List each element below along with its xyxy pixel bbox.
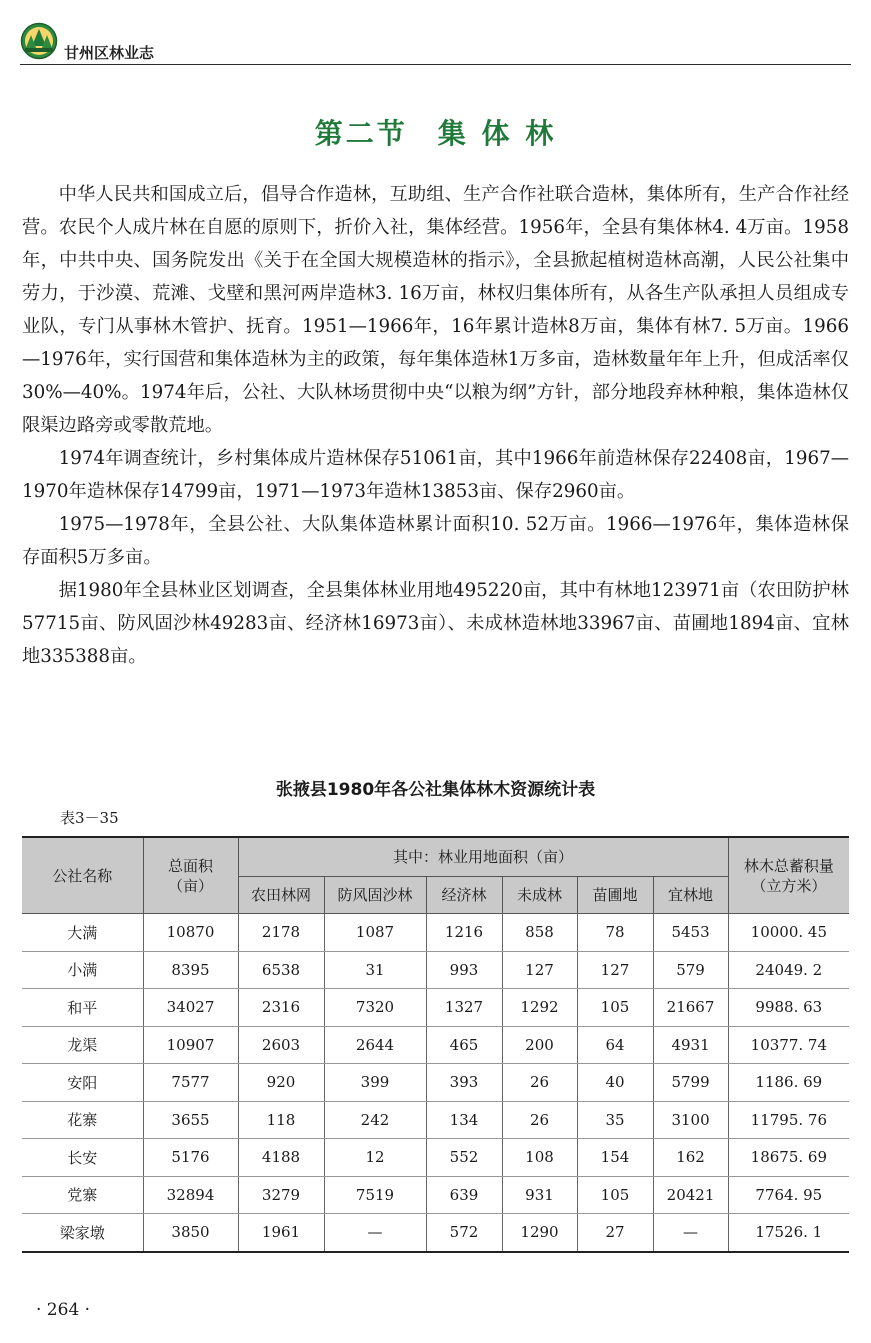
- table-cell: 8395: [143, 951, 238, 989]
- commune-name-cell: 长安: [22, 1139, 143, 1177]
- commune-name-cell: 大满: [22, 914, 143, 952]
- table-row: [22, 914, 849, 952]
- table-cell: 6538: [238, 951, 324, 989]
- table-cell: 2178: [238, 914, 324, 952]
- table-cell: 20421: [653, 1176, 728, 1214]
- table-cell: 108: [502, 1139, 577, 1177]
- table-cell: 10000. 45: [728, 914, 849, 952]
- commune-name-cell: 安阳: [22, 1064, 143, 1102]
- table-cell: 858: [502, 914, 577, 952]
- table-cell: 18675. 69: [728, 1139, 849, 1177]
- table-cell: 10377. 74: [728, 1026, 849, 1064]
- section-name: 集 体 林: [437, 117, 557, 150]
- header-timber-stock: [728, 837, 849, 914]
- table-cell: 1087: [324, 914, 426, 952]
- paragraph: 中华人民共和国成立后，倡导合作造林，互助组、生产合作社联合造林，集体所有，生产合作社经营。农民个人成片林在自愿的原则下，折价入社，集体经营。1956年，全县有集体林4. 4万亩。1958年，中共中央、国务院发出《关于在全国大规模造林的指示》，全县掀起植树造林高潮，人民公社集中劳力，于沙漠、荒滩、戈壁和黑河两岸造林3. 16万亩，林权归集体所有，从各生产队承担人员组成专业队，专门从事林木管护、抚育。1951—1966年，16年累计造林8万亩，集体有林7. 5万亩。1966—1976年，实行国营和集体造林为主的政策，每年集体造林1万多亩，造林数量年年上升，但成活率仅30%—40%。1974年后，公社、大队林场贯彻中央“以粮为纲”方针，部分地段弃林种粮，集体造林仅限渠边路旁或零散荒地。: [22, 184, 849, 436]
- paragraph: 1974年调查统计，乡村集体成片造林保存51061亩，其中1966年前造林保存22408亩，1967—1970年造林保存14799亩，1971—1973年造林13853亩、保存2960亩。: [22, 448, 849, 502]
- table-cell: 639: [426, 1176, 502, 1214]
- table-cell: 572: [426, 1214, 502, 1252]
- table-cell: 2316: [238, 989, 324, 1027]
- table-cell: 931: [502, 1176, 577, 1214]
- table-row: [22, 1214, 849, 1252]
- commune-name-cell: 梁家墩: [22, 1214, 143, 1252]
- table-cell: 242: [324, 1101, 426, 1139]
- table-cell: 4188: [238, 1139, 324, 1177]
- table-cell: 24049. 2: [728, 951, 849, 989]
- paragraph: 据1980年全县林业区划调查，全县集体林业用地495220亩，其中有林地123971亩（农田防护林57715亩、防风固沙林49283亩、经济林16973亩）、未成林造林地33967亩、苗圃地1894亩、宜林地335388亩。: [22, 580, 849, 667]
- table-cell: 465: [426, 1026, 502, 1064]
- table-cell: 993: [426, 951, 502, 989]
- commune-name-cell: 小满: [22, 951, 143, 989]
- table-cell: 17526. 1: [728, 1214, 849, 1252]
- table-cell: 7577: [143, 1064, 238, 1102]
- table-row: [22, 1026, 849, 1064]
- table-cell: 26: [502, 1064, 577, 1102]
- table-cell: 35: [577, 1101, 653, 1139]
- table-cell: —: [324, 1214, 426, 1252]
- page-header: [20, 22, 851, 65]
- header-immature-forest: 未成林: [502, 877, 577, 914]
- header-commune: 公社名称: [22, 837, 143, 914]
- commune-name-cell: 龙渠: [22, 1026, 143, 1064]
- header-economic-forest: 经济林: [426, 877, 502, 914]
- table-cell: 2603: [238, 1026, 324, 1064]
- table-cell: 5453: [653, 914, 728, 952]
- commune-name-cell: 花寨: [22, 1101, 143, 1139]
- page-number: · 264 ·: [36, 1300, 91, 1320]
- table-cell: 7320: [324, 989, 426, 1027]
- table-cell: 34027: [143, 989, 238, 1027]
- table-cell: 3279: [238, 1176, 324, 1214]
- table-cell: 7519: [324, 1176, 426, 1214]
- table-cell: 7764. 95: [728, 1176, 849, 1214]
- table-cell: 11795. 76: [728, 1101, 849, 1139]
- table-row: [22, 989, 849, 1027]
- table-cell: 4931: [653, 1026, 728, 1064]
- table-cell: 127: [502, 951, 577, 989]
- table-cell: 26: [502, 1101, 577, 1139]
- table-cell: 64: [577, 1026, 653, 1064]
- table-cell: 127: [577, 951, 653, 989]
- table-cell: 200: [502, 1026, 577, 1064]
- table-cell: 154: [577, 1139, 653, 1177]
- forest-resource-table: [22, 836, 849, 1253]
- table-cell: 118: [238, 1101, 324, 1139]
- header-nursery: 苗圃地: [577, 877, 653, 914]
- table-cell: 579: [653, 951, 728, 989]
- paragraph: 1975—1978年，全县公社、大队集体造林累计面积10. 52万亩。1966—1976年，集体造林保存面积5万多亩。: [22, 514, 849, 568]
- table-cell: 78: [577, 914, 653, 952]
- section-title: [0, 112, 871, 152]
- table-cell: 920: [238, 1064, 324, 1102]
- table-cell: 21667: [653, 989, 728, 1027]
- commune-name-cell: 和平: [22, 989, 143, 1027]
- table-cell: 393: [426, 1064, 502, 1102]
- header-stock-unit: （立方米）: [751, 876, 827, 895]
- table-cell: 10870: [143, 914, 238, 952]
- table-cell: 5176: [143, 1139, 238, 1177]
- header-total-label: 总面积: [167, 856, 213, 875]
- header-forest-land-group: 其中：林业用地面积（亩）: [238, 837, 728, 877]
- table-cell: 32894: [143, 1176, 238, 1214]
- book-title: 甘州区林业志: [64, 44, 155, 62]
- table-number: 表3－35: [60, 809, 119, 827]
- table-cell: 5799: [653, 1064, 728, 1102]
- table-cell: 12: [324, 1139, 426, 1177]
- table-cell: 1292: [502, 989, 577, 1027]
- table-cell: 399: [324, 1064, 426, 1102]
- table-cell: 3655: [143, 1101, 238, 1139]
- table-cell: 1186. 69: [728, 1064, 849, 1102]
- table-cell: 3100: [653, 1101, 728, 1139]
- header-total-area: [143, 837, 238, 914]
- table-cell: 3850: [143, 1214, 238, 1252]
- section-number: 第二节: [314, 117, 408, 150]
- table-cell: 1961: [238, 1214, 324, 1252]
- table-row: [22, 1176, 849, 1214]
- table-cell: 552: [426, 1139, 502, 1177]
- body-text: [22, 178, 849, 673]
- table-cell: 40: [577, 1064, 653, 1102]
- table-cell: 10907: [143, 1026, 238, 1064]
- table-cell: 1290: [502, 1214, 577, 1252]
- table-row: [22, 951, 849, 989]
- table-row: [22, 1101, 849, 1139]
- commune-name-cell: 党寨: [22, 1176, 143, 1214]
- header-farmland-shelterbelt: 农田林网: [238, 877, 324, 914]
- table-cell: 162: [653, 1139, 728, 1177]
- table-cell: 2644: [324, 1026, 426, 1064]
- table-cell: 27: [577, 1214, 653, 1252]
- table-row: [22, 1064, 849, 1102]
- table-cell: 134: [426, 1101, 502, 1139]
- table-title: 张掖县1980年各公社集体林木资源统计表: [275, 780, 596, 800]
- table-cell: 9988. 63: [728, 989, 849, 1027]
- table-row: [22, 1139, 849, 1177]
- table-cell: 105: [577, 989, 653, 1027]
- header-suitable-land: 宜林地: [653, 877, 728, 914]
- table-cell: 1216: [426, 914, 502, 952]
- header-total-unit: （亩）: [167, 876, 213, 895]
- header-stock-label: 林木总蓄积量: [743, 856, 834, 875]
- table-cell: 105: [577, 1176, 653, 1214]
- table-cell: 31: [324, 951, 426, 989]
- header-sand-fixation: 防风固沙林: [324, 877, 426, 914]
- forest-logo-icon: [20, 22, 58, 60]
- table-cell: 1327: [426, 989, 502, 1027]
- table-cell: —: [653, 1214, 728, 1252]
